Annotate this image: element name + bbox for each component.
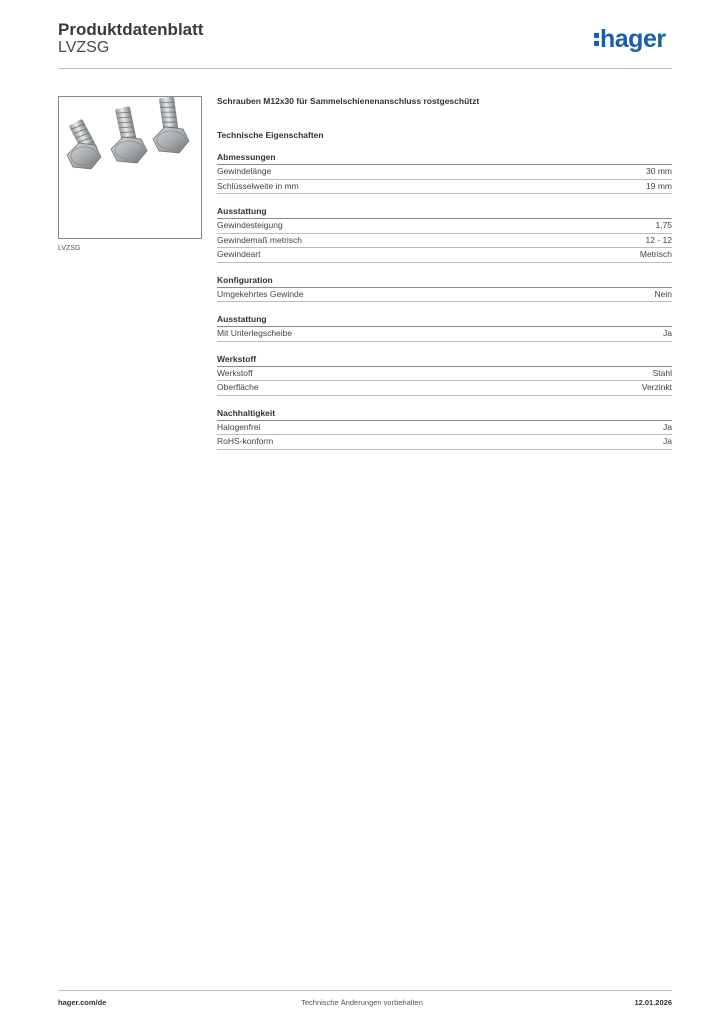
property-label: Oberfläche bbox=[217, 382, 259, 392]
section-ausstattung bbox=[217, 206, 672, 263]
property-row bbox=[217, 234, 672, 249]
section-title: Ausstattung bbox=[217, 314, 672, 327]
technical-properties-heading: Technische Eigenschaften bbox=[217, 130, 324, 140]
property-value: Ja bbox=[663, 328, 672, 338]
product-code: LVZSG bbox=[58, 39, 110, 56]
property-label: Mit Unterlegscheibe bbox=[217, 328, 293, 338]
footer-divider bbox=[58, 990, 672, 991]
property-value: 12 - 12 bbox=[645, 234, 672, 245]
property-value: 19 mm bbox=[646, 180, 672, 191]
property-row bbox=[217, 248, 672, 263]
property-row bbox=[217, 367, 672, 382]
property-row bbox=[217, 421, 672, 436]
bolts-illustration bbox=[59, 97, 201, 238]
property-row bbox=[217, 327, 672, 342]
property-label: Gewindesteigung bbox=[217, 220, 283, 230]
section-title: Abmessungen bbox=[217, 152, 672, 165]
property-row bbox=[217, 180, 672, 195]
section-abmessungen bbox=[217, 152, 672, 194]
property-row bbox=[217, 288, 672, 303]
section-title: Werkstoff bbox=[217, 354, 672, 367]
footer-website: hager.com/de bbox=[58, 998, 107, 1007]
section-ausstattung-2 bbox=[217, 314, 672, 342]
section-title: Nachhaltigkeit bbox=[217, 408, 672, 421]
section-nachhaltigkeit bbox=[217, 408, 672, 450]
property-label: Werkstoff bbox=[217, 367, 253, 378]
property-value: Ja bbox=[663, 421, 672, 432]
property-value: Verzinkt bbox=[641, 382, 672, 392]
property-label: RoHS-konform bbox=[217, 436, 274, 446]
section-werkstoff bbox=[217, 354, 672, 396]
property-value: Stahl bbox=[652, 367, 672, 378]
property-label: Schlüsselweite in mm bbox=[217, 180, 299, 191]
section-title: Ausstattung bbox=[217, 206, 672, 219]
logo-colon-icon bbox=[594, 31, 599, 47]
logo-text: hager bbox=[600, 25, 666, 53]
footer-date: 12.01.2026 bbox=[634, 998, 672, 1007]
product-title: Schrauben M12x30 für Sammelschienenanschluss rostgeschützt bbox=[217, 96, 480, 106]
property-value: 1,75 bbox=[655, 220, 672, 230]
property-label: Gewindeart bbox=[217, 249, 261, 259]
property-row bbox=[217, 381, 672, 396]
property-row bbox=[217, 219, 672, 234]
property-value: Ja bbox=[663, 436, 672, 446]
property-value: Metrisch bbox=[639, 249, 672, 259]
property-value: 30 mm bbox=[646, 166, 672, 176]
hager-logo bbox=[594, 27, 666, 52]
property-label: Halogenfrei bbox=[217, 421, 261, 432]
section-konfiguration bbox=[217, 275, 672, 303]
property-row bbox=[217, 435, 672, 450]
document-title: Produktdatenblatt bbox=[58, 20, 204, 39]
property-label: Umgekehrtes Gewinde bbox=[217, 288, 304, 299]
property-value: Nein bbox=[654, 288, 672, 299]
product-details bbox=[217, 96, 672, 450]
property-label: Gewindelänge bbox=[217, 166, 272, 176]
header-divider bbox=[58, 68, 672, 69]
image-caption: LVZSG bbox=[58, 245, 81, 252]
product-image bbox=[58, 96, 202, 239]
footer-notice: Technische Änderungen vorbehalten bbox=[301, 998, 423, 1007]
property-label: Gewindemaß metrisch bbox=[217, 234, 303, 245]
section-title: Konfiguration bbox=[217, 275, 672, 288]
property-row bbox=[217, 165, 672, 180]
